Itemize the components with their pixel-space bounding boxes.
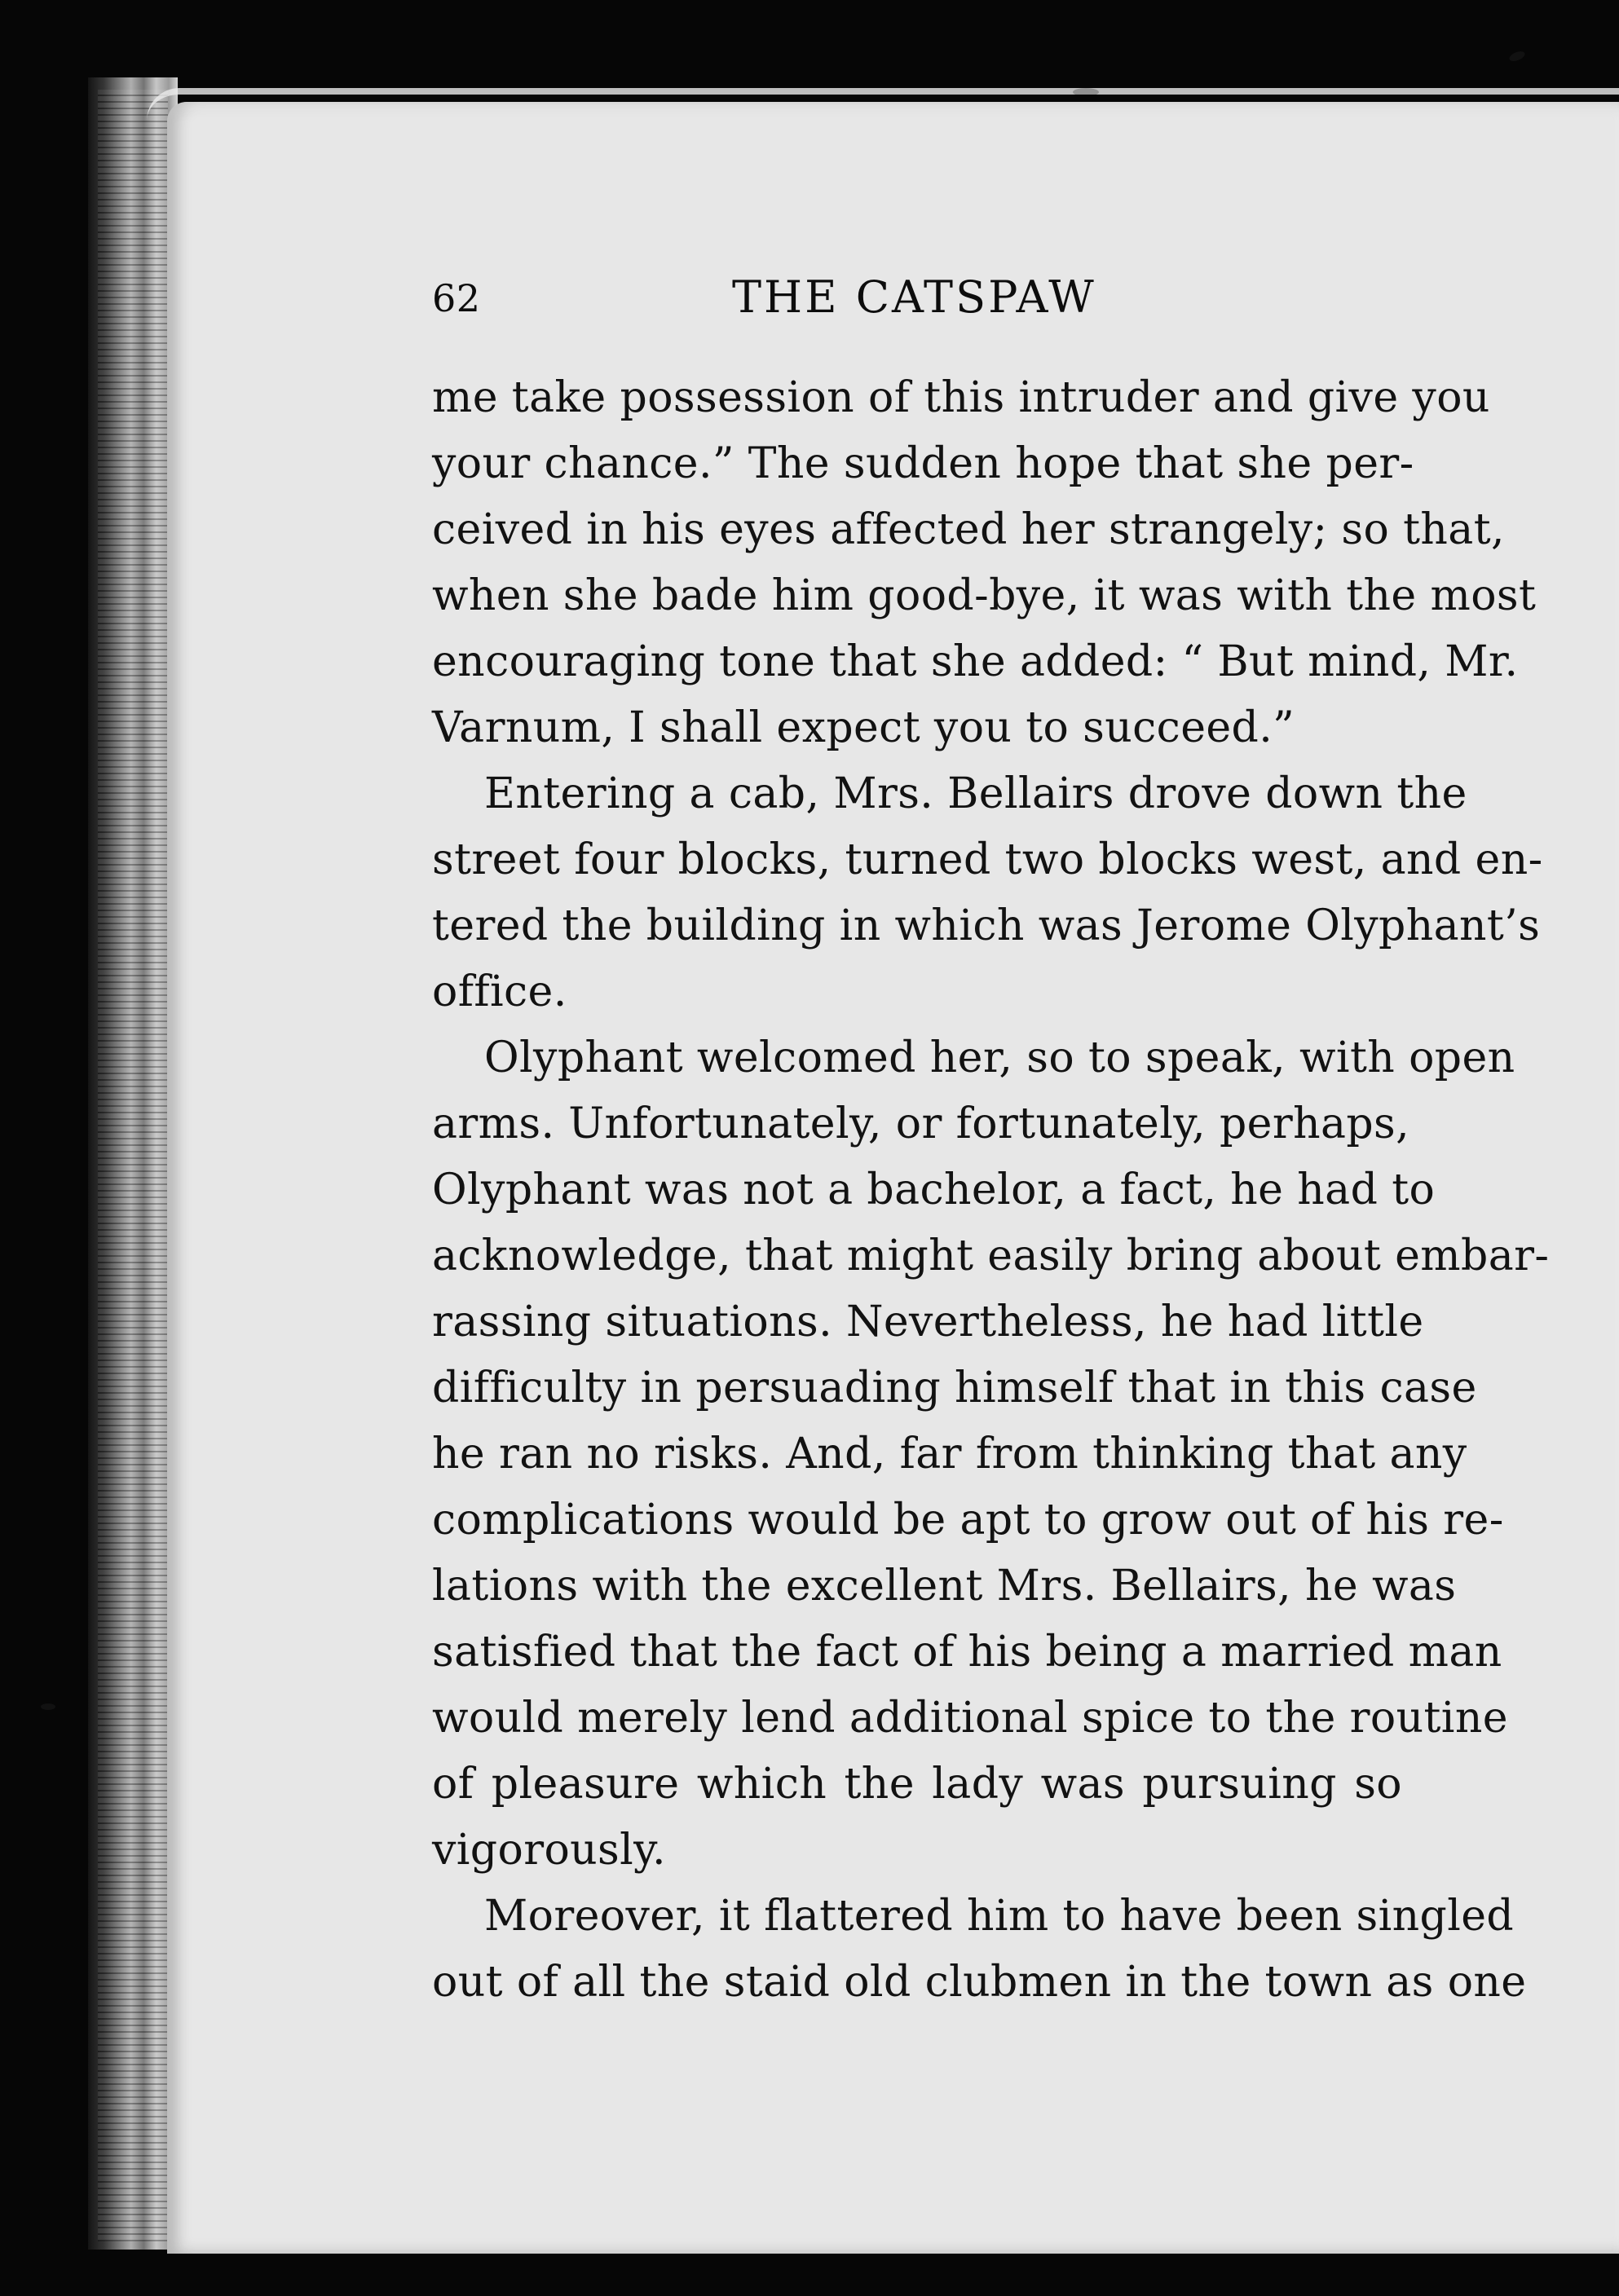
text-line: Entering a cab, Mrs. Bellairs drove down the: [484, 769, 1467, 818]
text-line: rassing situations. Nevertheless, he had little: [432, 1298, 1424, 1346]
text-line: he ran no risks. And, far from thinking that any: [432, 1430, 1467, 1479]
text-line: tered the building in which was Jerome Olyphant’s: [432, 901, 1541, 950]
text-line: ceived in his eyes affected her strangely; so that,: [432, 505, 1505, 554]
text-line: complications would be apt to grow out of his re-: [432, 1496, 1504, 1545]
text-line: your chance.” The sudden hope that she per-: [432, 439, 1414, 488]
text-line: lations with the excellent Mrs. Bellairs, he was: [432, 1562, 1457, 1611]
text-line: of pleasure which the lady was pursuing so: [432, 1760, 1402, 1809]
text-line: Varnum, I shall expect you to succeed.”: [432, 703, 1295, 752]
text-line: out of all the staid old clubmen in the town as one: [432, 1958, 1527, 2007]
text-line: vigorously.: [432, 1826, 666, 1875]
text-line: Olyphant welcomed her, so to speak, with open: [484, 1033, 1515, 1082]
text-line: office.: [432, 967, 567, 1016]
text-line: street four blocks, turned two blocks west, and en-: [432, 835, 1543, 884]
text-line: would merely lend additional spice to the routine: [432, 1694, 1508, 1743]
scan-dust-mark: [41, 1703, 55, 1710]
text-line: Moreover, it flattered him to have been singled: [484, 1892, 1515, 1941]
page-text: [432, 365, 1550, 2016]
text-line: arms. Unfortunately, or fortunately, perhaps,: [432, 1100, 1410, 1148]
page-header: [432, 272, 1402, 336]
text-line: Olyphant was not a bachelor, a fact, he had to: [432, 1166, 1436, 1214]
text-line: me take possession of this intruder and give you: [432, 373, 1490, 422]
scan-dust-mark: [1073, 88, 1099, 96]
text-line: acknowledge, that might easily bring about embar-: [432, 1232, 1550, 1280]
text-line: when she bade him good-bye, it was with the most: [432, 571, 1537, 620]
text-line: satisfied that the fact of his being a married man: [432, 1628, 1502, 1677]
running-head: THE CATSPAW: [732, 271, 1096, 323]
text-line: difficulty in persuading himself that in this case: [432, 1364, 1477, 1412]
page-number: 62: [432, 276, 481, 320]
text-line: encouraging tone that she added: “ But mind, Mr.: [432, 637, 1519, 686]
book-page-stack-lines: [98, 90, 168, 2241]
